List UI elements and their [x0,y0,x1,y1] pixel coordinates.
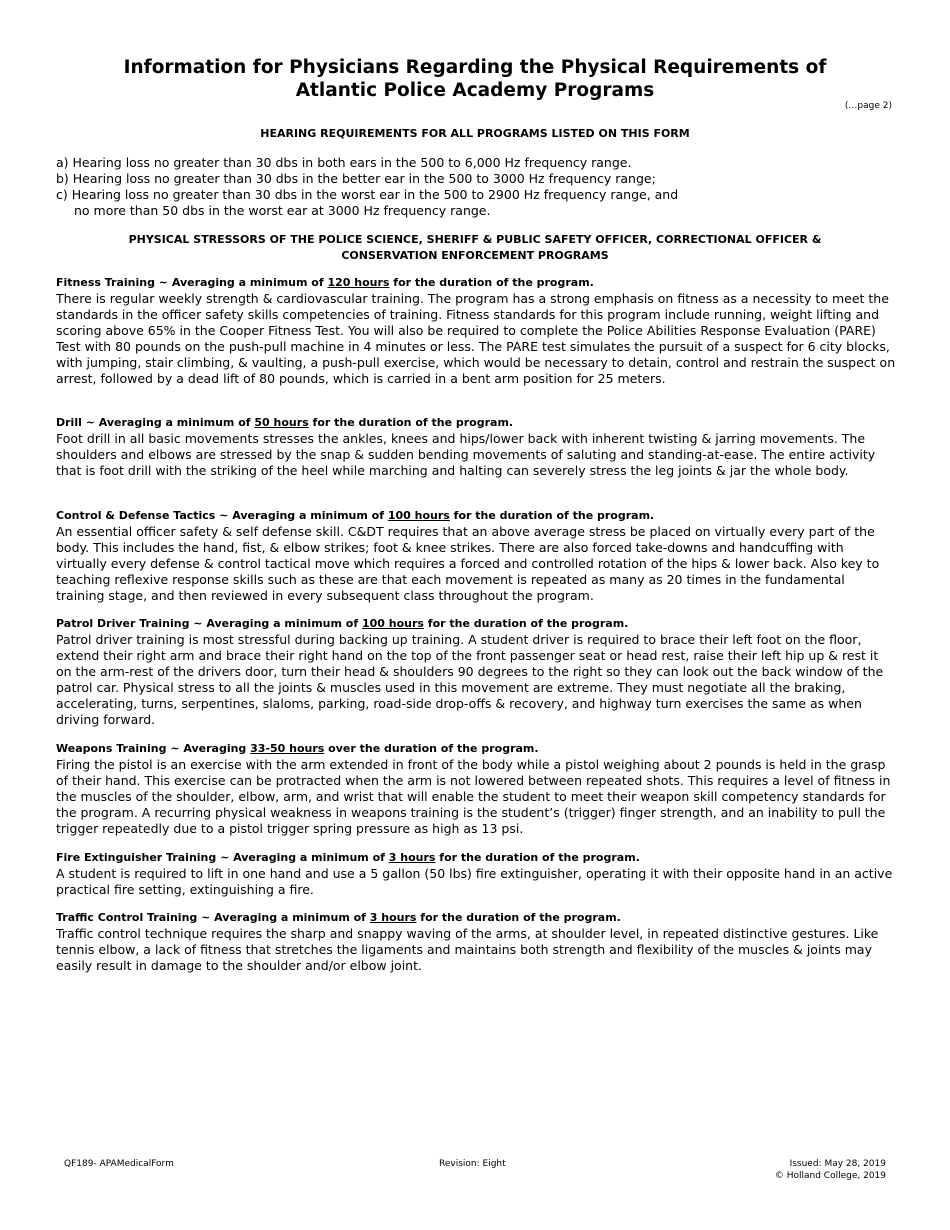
section-hours: 100 hours [361,617,424,630]
section-fire-extinguisher-training [56,850,896,898]
section-title: Fire Extinguisher Training ~ Averaging a minimum of [56,851,389,864]
section-body: A student is required to lift in one hand and use a 5 gallon (50 lbs) fire extinguisher, operating it with their opposite hand in an active practical fire setting, extinguishing a fire. [56,866,893,897]
footer-issued: Issued: May 28, 2019 [789,1159,886,1169]
section-traffic-control-training [56,910,896,974]
section-weapons-training [56,741,896,837]
section-suffix: for the duration of the program. [416,911,621,924]
stressors-heading-line-1: PHYSICAL STRESSORS OF THE POLICE SCIENCE, SHERIFF & PUBLIC SAFETY OFFICER, CORRECTIONAL OFFICER & [128,233,822,246]
section-hours: 3 hours [388,851,436,864]
section-heading [56,741,896,757]
hearing-item-c-continued: no more than 50 dbs in the worst ear at 3000 Hz frequency range. [74,203,491,218]
section-title: Weapons Training ~ Averaging [56,742,251,755]
stressors-heading [56,232,894,264]
section-patrol-driver-training [56,616,896,728]
section-fitness-training [56,275,896,387]
section-hours: 33-50 hours [250,742,325,755]
hearing-item-a: a) Hearing loss no greater than 30 dbs in both ears in the 500 to 6,000 Hz frequency range. [56,155,632,170]
section-suffix: for the duration of the program. [435,851,640,864]
section-heading [56,275,896,291]
section-hours: 100 hours [387,509,450,522]
section-body: Foot drill in all basic movements stresses the ankles, knees and hips/lower back with inherent twisting & jarring movements. The shoulders and elbows are stressed by the snap & sudden bending movements of saluting and standing-at-ease. The entire activity that is foot drill with the striking of the heel while marching and halting can severely stress the leg joints & jar the whole body. [56,431,876,478]
section-title: Fitness Training ~ Averaging a minimum of [56,276,328,289]
section-body: There is regular weekly strength & cardiovascular training. The program has a strong emphasis on fitness as a necessity to meet the standards in the officer safety skills competencies of training. Fitness standards for this program include running, weight lifting and scoring above 65% in the Cooper Fitness Test. You will also be required to complete the Police Abilities Response Evaluation (PARE) Test with 80 pounds on the push-pull machine in 4 minutes or less. The PARE test simulates the pursuit of a suspect for 6 city blocks, with jumping, stair climbing, & vaulting, a push-pull exercise, which would be necessary to detain, control and restrain the suspect on arrest, followed by a dead lift of 80 pounds, which is carried in a bent arm position for 25 meters. [56,291,896,386]
section-heading [56,910,896,926]
section-hours: 50 hours [254,416,309,429]
section-heading [56,508,896,524]
section-title: Drill ~ Averaging a minimum of [56,416,255,429]
hearing-heading: HEARING REQUIREMENTS FOR ALL PROGRAMS LISTED ON THIS FORM [260,127,690,140]
section-title: Patrol Driver Training ~ Averaging a minimum of [56,617,362,630]
section-heading [56,850,896,866]
footer-form-code: QF189- APAMedicalForm [64,1159,174,1169]
footer-copyright: © Holland College, 2019 [774,1171,886,1181]
page-note: (…page 2) [844,101,892,111]
section-suffix: for the duration of the program. [449,509,655,522]
section-suffix: over the duration of the program. [324,742,539,755]
section-hours: 3 hours [369,911,417,924]
section-control-defense-tactics [56,508,896,604]
hearing-item-c: c) Hearing loss no greater than 30 dbs in the worst ear in the 500 to 2900 Hz frequency range, and [56,187,679,202]
footer-revision: Revision: Eight [439,1159,506,1169]
section-body: Patrol driver training is most stressful during backing up training. A student driver is required to brace their left foot on the floor, extend their right arm and brace their right hand on the top of the front passenger seat or head rest, raise their left hip up & rest it on the arm-rest of the drivers door, turn their head & shoulders 90 degrees to the right so they can look out the back window of the patrol car. Physical stress to all the joints & muscles used in this movement are extreme. They must negotiate all the braking, accelerating, turns, serpentines, slaloms, parking, road-side drop-offs & recovery, and highway turn exercises the same as when driving forward. [56,632,884,727]
section-suffix: for the duration of the program. [423,617,629,630]
section-heading [56,415,896,431]
title-line-2: Atlantic Police Academy Programs [295,80,655,101]
section-drill [56,415,896,479]
section-body: An essential officer safety & self defense skill. C&DT requires that an above average stress be placed on virtually every part of the body. This includes the hand, fist, & elbow strikes; foot & knee strikes. There are also forced take-downs and handcuffing with virtually every defense & control tactical move which requires a forced and controlled rotation of the hips & lower back. Also key to teaching reflexive response skills such as these are that each movement is repeated as many as 20 times in the fundamental training stage, and then reviewed in every subsequent class throughout the program. [56,524,880,603]
section-suffix: for the duration of the program. [389,276,594,289]
stressors-heading-line-2: CONSERVATION ENFORCEMENT PROGRAMS [341,249,609,262]
title-line-1: Information for Physicians Regarding the Physical Requirements of [123,57,827,78]
section-heading [56,616,896,632]
section-suffix: for the duration of the program. [308,416,514,429]
section-hours: 120 hours [327,276,390,289]
section-body: Traffic control technique requires the sharp and snappy waving of the arms, at shoulder level, in repeated distinctive gestures. Like tennis elbow, a lack of fitness that stretches the ligaments and maintains both strength and flexibility of the muscles & joints may easily result in damage to the shoulder and/or elbow joint. [56,926,879,973]
footer-issue-info [775,1158,886,1182]
hearing-item-b: b) Hearing loss no greater than 30 dbs in the better ear in the 500 to 3000 Hz frequency range; [56,171,656,186]
document-title [56,56,894,102]
section-title: Control & Defense Tactics ~ Averaging a minimum of [56,509,388,522]
hearing-requirements-list [56,155,894,219]
section-title: Traffic Control Training ~ Averaging a minimum of [56,911,370,924]
section-body: Firing the pistol is an exercise with the arm extended in front of the body while a pistol weighing about 2 pounds is held in the grasp of their hand. This exercise can be protracted when the arm is not lowered between repeated shots. This requires a level of fitness in the muscles of the shoulder, elbow, arm, and wrist that will enable the student to meet their weapon skill competency standards for the program. A recurring physical weakness in weapons training is the student’s (trigger) finger strength, and an inability to pull the trigger repeatedly due to a pistol trigger spring pressure as high as 13 psi. [56,757,891,836]
